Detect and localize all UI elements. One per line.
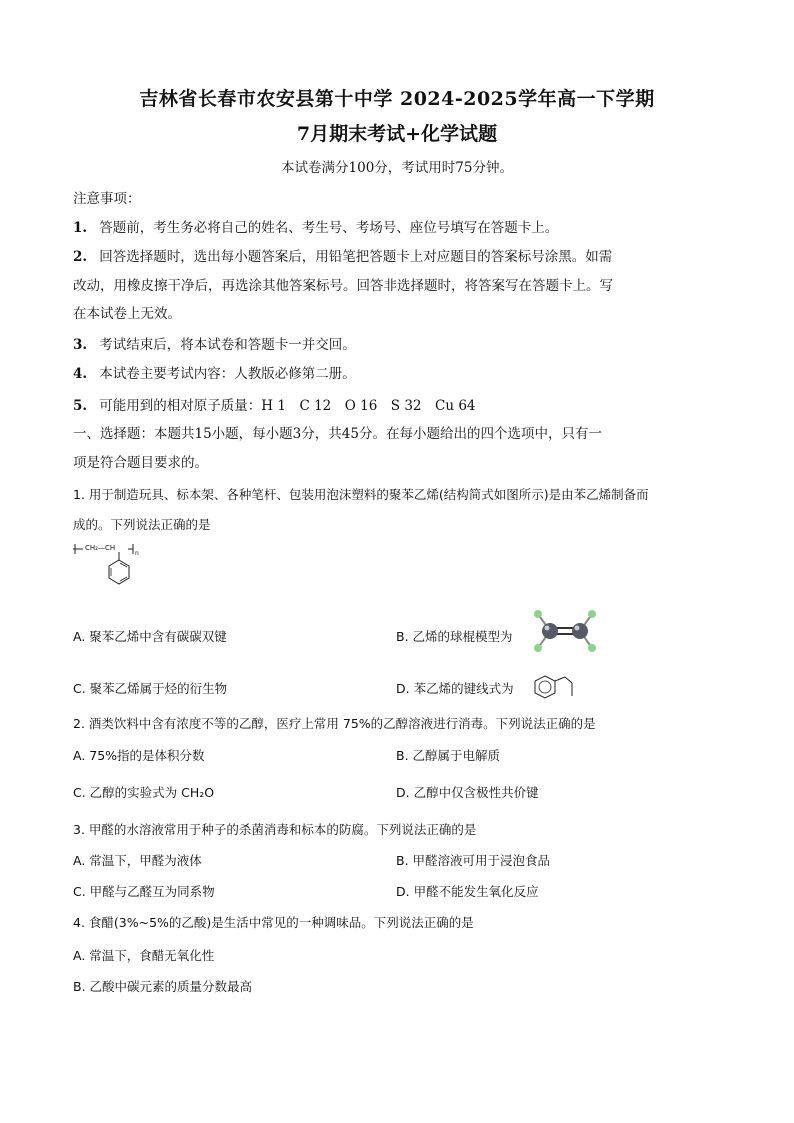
note-item-2-cont1: 改动，用橡皮擦干净后，再选涂其他答案标号。回答非选择题时，将答案写在答题卡上。写: [73, 278, 613, 294]
note-text: 答题前，考生务必将自己的姓名、考生号、考场号、座位号填写在答题卡上。: [99, 220, 559, 236]
q2-option-a: A. 75%指的是体积分数: [73, 748, 205, 763]
exam-title-line2: 7月期末考试+化学试题: [296, 123, 498, 145]
exam-title-line1: 吉林省长春市农安县第十中学 2024-2025学年高一下学期: [139, 88, 655, 110]
notes-heading: 注意事项：: [73, 191, 141, 207]
note-text: 可能用到的相对原子质量：H 1 C 12 O 16 S 32 Cu 64: [99, 398, 476, 414]
q1-option-c: C. 聚苯乙烯属于烃的衍生物: [73, 681, 228, 696]
section-heading-line1: 一、选择题：本题共15小题，每小题3分，共45分。在每小题给出的四个选项中，只有一: [73, 426, 602, 442]
q3-option-b: B. 甲醛溶液可用于浸泡食品: [396, 853, 551, 868]
polystyrene-formula-n: n: [135, 550, 139, 557]
q1-stem-line1: 1. 用于制造玩具、标本架、各种笔杆、包装用泡沫塑料的聚苯乙烯(结构简式如图所示)是由苯乙烯制备而: [73, 487, 649, 502]
q2-option-b: B. 乙醇属于电解质: [396, 748, 501, 763]
q4-option-b: B. 乙酸中碳元素的质量分数最高: [73, 979, 253, 994]
q4-option-a: A. 常温下，食醋无氧化性: [73, 948, 215, 963]
q3-option-c: C. 甲醛与乙醛互为同系物: [73, 884, 215, 899]
note-item-5: [73, 394, 723, 414]
q2-option-d: D. 乙醇中仅含极性共价键: [396, 785, 539, 800]
note-number: 1.: [73, 220, 88, 236]
note-item-3: [73, 333, 723, 353]
q1-option-d: D. 苯乙烯的键线式为: [396, 681, 514, 696]
q1-option-a: A. 聚苯乙烯中含有碳碳双键: [73, 629, 227, 644]
note-item-2-cont2: 在本试卷上无效。: [73, 306, 181, 322]
q2-stem: 2. 酒类饮料中含有浓度不等的乙醇，医疗上常用 75%的乙醇溶液进行消毒。下列说法正确的是: [73, 716, 596, 731]
ethylene-ball-stick-model: [530, 608, 600, 654]
section-heading-line2: 项是符合题目要求的。: [73, 455, 208, 471]
note-number: 4.: [73, 366, 88, 382]
note-number: 3.: [73, 337, 88, 353]
note-item-2: [73, 245, 723, 265]
exam-subtitle: 本试卷满分100分，考试用时75分钟。: [281, 160, 513, 176]
note-number: 5.: [73, 398, 88, 414]
q3-option-a: A. 常温下，甲醛为液体: [73, 853, 202, 868]
note-item-4: [73, 362, 723, 382]
note-text: 回答选择题时，选出每小题答案后，用铅笔把答题卡上对应题目的答案标号涂黑。如需: [99, 249, 613, 265]
note-item-1: [73, 216, 723, 236]
note-number: 2.: [73, 249, 88, 265]
q2-option-c: C. 乙醇的实验式为 CH₂O: [73, 785, 215, 800]
styrene-skeletal-formula: [532, 674, 576, 700]
q3-option-d: D. 甲醛不能发生氧化反应: [396, 884, 539, 899]
note-text: 考试结束后，将本试卷和答题卡一并交回。: [99, 337, 356, 353]
polystyrene-formula-label: CH₂—CH: [85, 544, 116, 552]
note-text: 本试卷主要考试内容：人教版必修第二册。: [99, 366, 356, 382]
q1-stem-line2: 成的。下列说法正确的是: [73, 517, 211, 532]
q4-stem: 4. 食醋(3%~5%的乙酸)是生活中常见的一种调味品。下列说法正确的是: [73, 915, 474, 930]
q3-stem: 3. 甲醛的水溶液常用于种子的杀菌消毒和标本的防腐。下列说法正确的是: [73, 822, 477, 837]
q1-option-b: B. 乙烯的球棍模型为: [396, 629, 513, 644]
